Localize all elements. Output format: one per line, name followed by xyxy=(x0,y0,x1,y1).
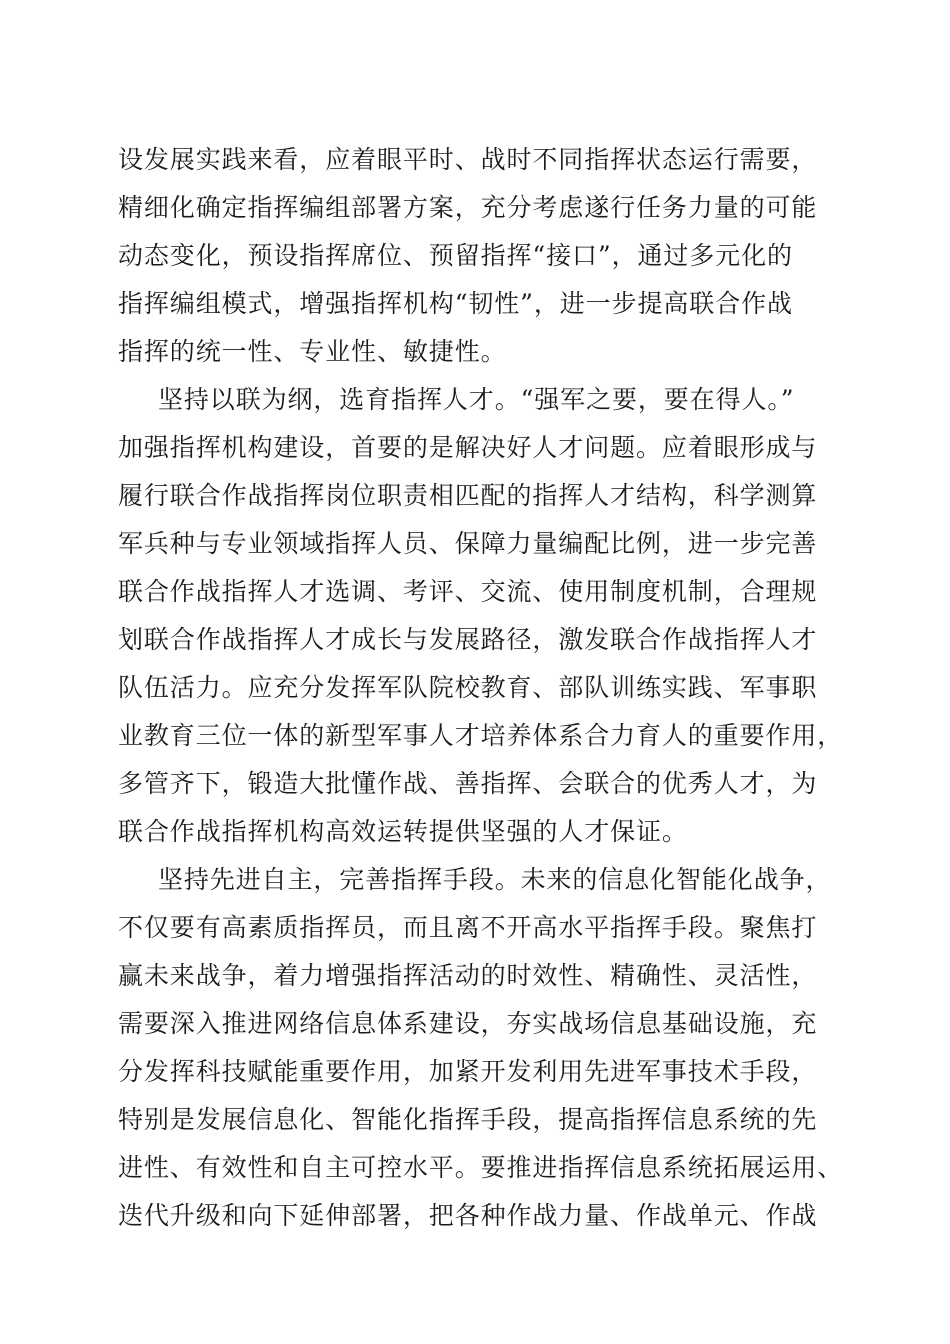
text-line: 多管齐下，锻造大批懂作战、善指挥、会联合的优秀人才，为 xyxy=(118,769,818,798)
text-line: 赢未来战争，着力增强指挥活动的时效性、精确性、灵活性， xyxy=(118,961,818,990)
text-line: 进性、有效性和自主可控水平。要推进指挥信息系统拓展运用、 xyxy=(118,1153,844,1182)
text-line: 履行联合作战指挥岗位职责相匹配的指挥人才结构，科学测算 xyxy=(118,481,818,510)
text-line: 需要深入推进网络信息体系建设，夯实战场信息基础设施，充 xyxy=(118,1009,818,1038)
text-line: 指挥编组模式，增强指挥机构“韧性”，进一步提高联合作战 xyxy=(118,289,793,318)
text-line: 特别是发展信息化、智能化指挥手段，提高指挥信息系统的先 xyxy=(118,1105,818,1134)
text-line: 精细化确定指挥编组部署方案，充分考虑遂行任务力量的可能 xyxy=(118,193,818,222)
text-line: 联合作战指挥机构高效运转提供坚强的人才保证。 xyxy=(118,817,688,846)
text-line: 队伍活力。应充分发挥军队院校教育、部队训练实践、军事职 xyxy=(118,673,818,702)
text-line: 分发挥科技赋能重要作用，加紧开发利用先进军事技术手段， xyxy=(118,1057,818,1086)
paragraph-1 xyxy=(118,136,838,376)
text-line: 划联合作战指挥人才成长与发展路径，激发联合作战指挥人才 xyxy=(118,625,818,654)
text-line: 业教育三位一体的新型军事人才培养体系合力育人的重要作用， xyxy=(118,721,844,750)
text-line: 不仅要有高素质指挥员，而且离不开高水平指挥手段。聚焦打 xyxy=(118,913,818,942)
text-line: 迭代升级和向下延伸部署，把各种作战力量、作战单元、作战 xyxy=(118,1201,818,1230)
text-line: 加强指挥机构建设，首要的是解决好人才问题。应着眼形成与 xyxy=(118,433,818,462)
text-line: 动态变化，预设指挥席位、预留指挥“接口”，通过多元化的 xyxy=(118,241,793,270)
text-line: 指挥的统一性、专业性、敏捷性。 xyxy=(118,337,507,366)
text-line: 联合作战指挥人才选调、考评、交流、使用制度机制，合理规 xyxy=(118,577,818,606)
text-line: 坚持先进自主，完善指挥手段。未来的信息化智能化战争， xyxy=(158,865,832,894)
text-line: 坚持以联为纲，选育指挥人才。“强军之要，要在得人。” xyxy=(158,385,795,414)
document-body xyxy=(118,136,844,1240)
text-line: 军兵种与专业领域指挥人员、保障力量编配比例，进一步完善 xyxy=(118,529,818,558)
paragraph-3 xyxy=(118,856,844,1240)
paragraph-2 xyxy=(118,376,844,856)
text-line: 设发展实践来看，应着眼平时、战时不同指挥状态运行需要， xyxy=(118,145,818,174)
